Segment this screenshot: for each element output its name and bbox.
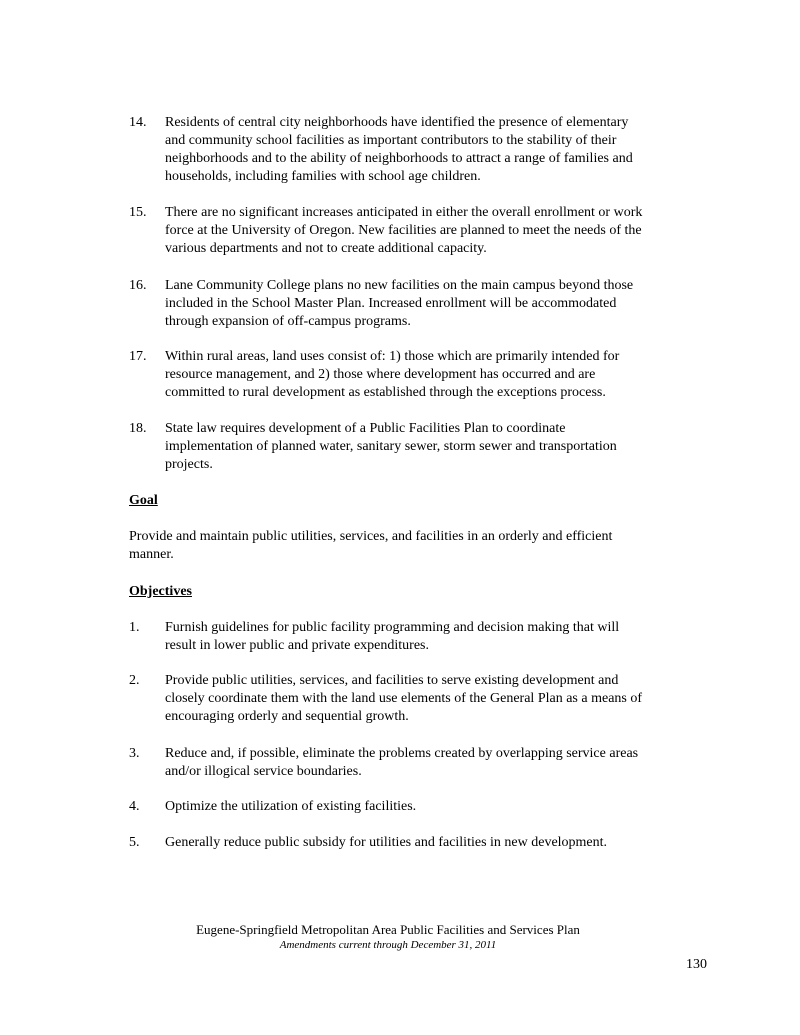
finding-number: 17.	[129, 349, 147, 364]
finding-number: 14.	[129, 115, 147, 130]
finding-number: 15.	[129, 205, 147, 220]
objective-number: 4.	[129, 799, 140, 814]
footer-subtitle: Amendments current through December 31, 2011	[279, 939, 497, 951]
finding-text: Within rural areas, land uses consist of: 1) those which are primarily intended for resource management, and 2) those where development has occurred and are committed to rural development as established through the exceptions process.	[165, 349, 620, 400]
objective-text: Furnish guidelines for public facility programming and decision making that will result in lower public and private expenditures.	[165, 620, 620, 653]
finding-text: There are no significant increases anticipated in either the overall enrollment or work force at the University of Oregon. New facilities are planned to meet the needs of the various departments and not to create additional capacity.	[165, 205, 643, 256]
goal-text: Provide and maintain public utilities, services, and facilities in an orderly and efficient manner.	[129, 529, 613, 562]
objective-number: 2.	[129, 673, 140, 688]
goal-heading: Goal	[129, 493, 158, 508]
finding-text: State law requires development of a Public Facilities Plan to coordinate implementation of planned water, sanitary sewer, storm sewer and transportation projects.	[165, 421, 617, 472]
objective-text: Provide public utilities, services, and facilities to serve existing development and closely coordinate them with the land use elements of the General Plan as a means of encouraging orderly and sequential growth.	[165, 673, 643, 724]
objective-text: Generally reduce public subsidy for utilities and facilities in new development.	[165, 835, 608, 850]
finding-number: 16.	[129, 278, 147, 293]
objective-text: Optimize the utilization of existing facilities.	[165, 799, 417, 814]
objective-number: 5.	[129, 835, 140, 850]
objective-number: 3.	[129, 746, 140, 761]
footer-title: Eugene-Springfield Metropolitan Area Public Facilities and Services Plan	[196, 922, 580, 937]
page-number: 130	[686, 957, 707, 972]
objective-text: Reduce and, if possible, eliminate the problems created by overlapping service areas and/or illogical service boundaries.	[165, 746, 639, 779]
finding-text: Lane Community College plans no new facilities on the main campus beyond those included in the School Master Plan. Increased enrollment will be accommodated through expansion of off-campus programs.	[165, 278, 634, 329]
finding-number: 18.	[129, 421, 147, 436]
objective-number: 1.	[129, 620, 140, 635]
finding-text: Residents of central city neighborhoods have identified the presence of elementary and community school facilities as important contributors to the stability of their neighborhoods and to the ability of neighborhoods to attract a range of families and households, including families with school age children.	[165, 115, 633, 184]
objectives-heading: Objectives	[129, 584, 192, 599]
